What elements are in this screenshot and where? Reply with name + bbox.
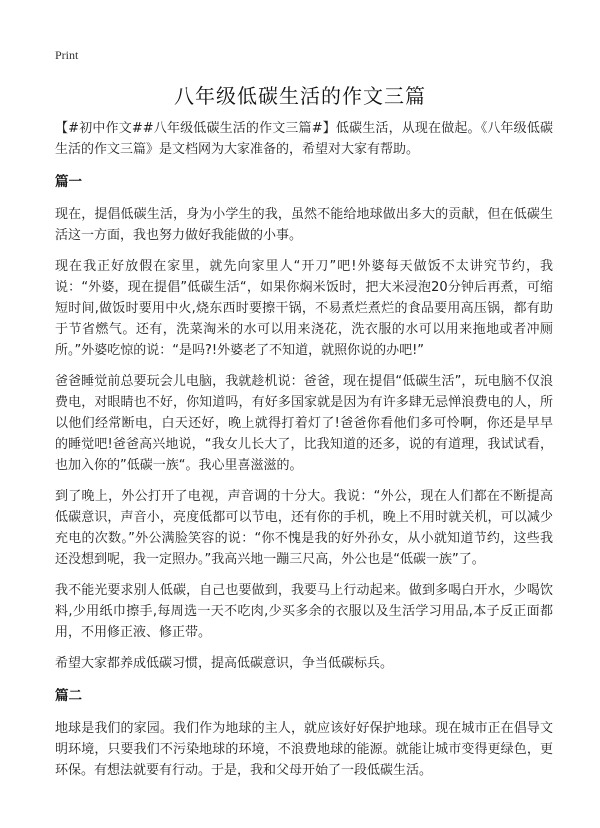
intro-paragraph: 【#初中作文##八年级低碳生活的作文三篇#】低碳生活，从现在做起。《八年级低碳生活的作文三篇》是文档网为大家准备的，希望对大家有帮助。 bbox=[55, 121, 553, 157]
section-1-paragraph-3: 爸爸睡觉前总要玩会儿电脑，我就趁机说：爸爸，现在提倡“低碳生活”，玩电脑不仅浪费电，对眼睛也不好，你知道吗，有好多国家就是因为有许多肆无忌惮浪费电的人，所以他们经常断电，白天还好，晚上就得打着灯了!爸爸你看他们多可怜啊，你还是早早的睡觉吧!爸爸高兴地说，“我女儿长大了，比我知道的还多，说的有道理，我试试看，也加入你的”低碳一族“。我心里喜滋滋的。 bbox=[55, 374, 553, 473]
section-1-paragraph-5: 我不能光要求别人低碳，自己也要做到，我要马上行动起来。做到多喝白开水，少喝饮料,少用纸巾擦手,每周选一天不吃肉,少买多余的衣服以及生活学习用品,本子反正面都用，不用修正液、修正带。 bbox=[55, 583, 553, 640]
section-2-paragraph-1: 地球是我们的家园。我们作为地球的主人，就应该好好保护地球。现在城市正在倡导文明环境，只要我们不污染地球的环境，不浪费地球的能源。就能让城市变得更绿色，更环保。有想法就要有行动。于是，我和父母开始了一段低碳生活。 bbox=[55, 721, 553, 778]
section-1-paragraph-4: 到了晚上，外公打开了电视，声音调的十分大。我说：“外公，现在人们都在不断提高低碳意识，声音小，亮度低都可以节电，还有你的手机，晚上不用时就关机，可以减少充电的次数。”外公满脸笑容的说：“你不愧是我的好外孙女，从小就知道节约，这些我还没想到呢，我一定照办。”我高兴地一蹦三尺高，外公也是“低碳一族”了。 bbox=[55, 489, 553, 567]
section-1-paragraph-6: 希望大家都养成低碳习惯，提高低碳意识，争当低碳标兵。 bbox=[55, 656, 394, 671]
print-label: Print bbox=[55, 48, 79, 62]
section-1-paragraph-2: 现在我正好放假在家里，就先向家里人“开刀”吧!外婆每天做饭不太讲究节约，我说：“外婆，现在提倡”低碳生活“，如果你焖米饭时，把大米浸泡20分钟后再煮，可缩短时间,做饭时要用中火,烧东西时要擦干锅，不易煮烂煮烂的食品要用高压锅，都有助于节省燃气。还有，洗菜淘米的水可以用来浇花，洗衣服的水可以用来拖地或者冲厕所。”外婆吃惊的说：“是吗?!外婆老了不知道，就照你说的办吧!” bbox=[55, 259, 553, 358]
section-heading-2: 篇二 bbox=[55, 688, 82, 704]
document-title: 八年级低碳生活的作文三篇 bbox=[174, 84, 426, 108]
section-heading-1: 篇一 bbox=[55, 174, 82, 190]
section-1-paragraph-1: 现在，提倡低碳生活，身为小学生的我，虽然不能给地球做出多大的贡献，但在低碳生活这一方面，我也努力做好我能做的小事。 bbox=[55, 207, 553, 243]
document-body bbox=[55, 118, 553, 791]
